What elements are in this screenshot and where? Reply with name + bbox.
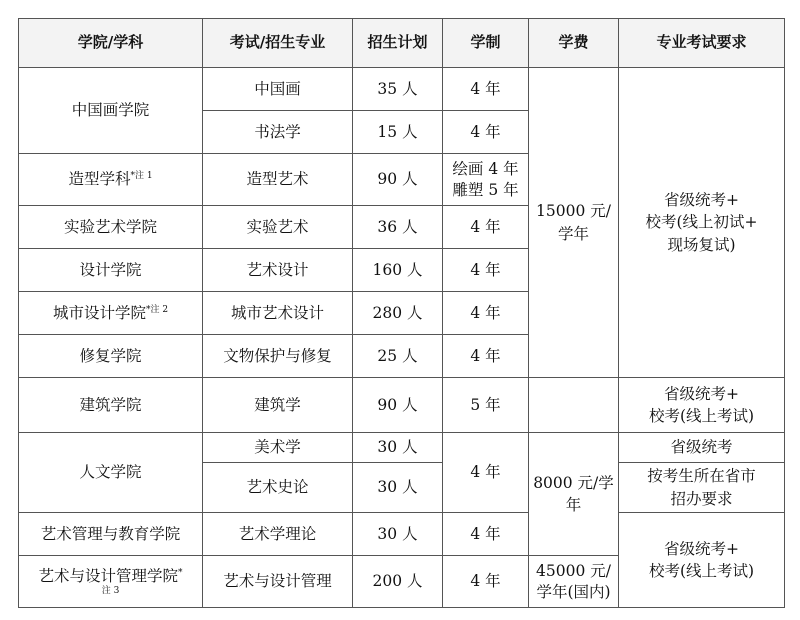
- requirement-cell: 省级统考: [619, 433, 785, 463]
- major-cell: 艺术设计: [203, 249, 353, 292]
- table-row: [19, 68, 785, 111]
- plan-cell: 30 人: [353, 513, 443, 556]
- plan-cell: 36 人: [353, 206, 443, 249]
- years-cell: 4 年: [443, 335, 529, 378]
- years-cell: 4 年: [443, 513, 529, 556]
- table-header-row: [19, 19, 785, 68]
- major-cell: 艺术学理论: [203, 513, 353, 556]
- fee-line: 8000 元/学: [533, 473, 614, 492]
- years-cell: 4 年: [443, 292, 529, 335]
- requirement-line: 省级统考+: [664, 539, 739, 558]
- major-cell: 文物保护与修复: [203, 335, 353, 378]
- major-cell: 造型艺术: [203, 154, 353, 206]
- school-name: 艺术与设计管理学院: [38, 567, 178, 586]
- school-name: 造型学科: [68, 170, 131, 189]
- school-cell: 设计学院: [19, 249, 203, 292]
- years-cell: 4 年: [443, 68, 529, 111]
- years-cell: 5 年: [443, 378, 529, 433]
- major-cell: 书法学: [203, 111, 353, 154]
- years-cell: 4 年: [443, 249, 529, 292]
- requirement-cell: [619, 68, 785, 378]
- years-cell: 4 年: [443, 111, 529, 154]
- school-cell: 中国画学院: [19, 68, 203, 154]
- plan-cell: 280 人: [353, 292, 443, 335]
- requirement-line: 招办要求: [670, 489, 733, 508]
- plan-cell: 25 人: [353, 335, 443, 378]
- footnote-marker: *: [178, 568, 183, 579]
- plan-cell: 35 人: [353, 68, 443, 111]
- requirement-line: 省级统考+: [664, 384, 739, 403]
- header-fee: 学费: [529, 19, 619, 68]
- table-row: [19, 513, 785, 556]
- major-cell: 艺术史论: [203, 463, 353, 513]
- requirement-line: 现场复试): [667, 235, 736, 254]
- years-cell: [443, 154, 529, 206]
- school-cell: 建筑学院: [19, 378, 203, 433]
- plan-cell: 90 人: [353, 154, 443, 206]
- school-name: 城市设计学院: [52, 303, 146, 322]
- fee-cell-empty: [529, 378, 619, 433]
- requirement-line: 省级统考+: [664, 190, 739, 209]
- fee-line: 15000 元/: [536, 202, 611, 221]
- requirement-line: 校考(线上考试): [648, 407, 755, 425]
- major-cell: 中国画: [203, 68, 353, 111]
- header-school: 学院/学科: [19, 19, 203, 68]
- school-cell: [19, 292, 203, 335]
- school-cell: [19, 556, 203, 608]
- major-cell: 实验艺术: [203, 206, 353, 249]
- school-cell: 人文学院: [19, 433, 203, 513]
- plan-cell: 160 人: [353, 249, 443, 292]
- requirement-cell: [619, 378, 785, 433]
- fee-cell: [529, 556, 619, 608]
- fee-cell: [529, 433, 619, 556]
- header-major: 考试/招生专业: [203, 19, 353, 68]
- years-cell: 4 年: [443, 206, 529, 249]
- requirement-cell: [619, 463, 785, 513]
- years-cell: 4 年: [443, 556, 529, 608]
- years-cell: 4 年: [443, 433, 529, 513]
- school-cell: 艺术管理与教育学院: [19, 513, 203, 556]
- header-years: 学制: [443, 19, 529, 68]
- plan-cell: 15 人: [353, 111, 443, 154]
- requirement-line: 校考(线上考试): [648, 562, 755, 580]
- admission-plan-table: [18, 18, 785, 608]
- plan-cell: 200 人: [353, 556, 443, 608]
- major-cell: 美术学: [203, 433, 353, 463]
- requirement-cell: [619, 513, 785, 608]
- table-row: [19, 433, 785, 463]
- header-plan: 招生计划: [353, 19, 443, 68]
- school-cell: [19, 154, 203, 206]
- fee-cell: [529, 68, 619, 378]
- years-line: 绘画 4 年: [452, 160, 519, 179]
- years-line: 雕塑 5 年: [452, 180, 519, 199]
- fee-line: 45000 元/: [536, 562, 611, 581]
- fee-line: 学年: [557, 224, 589, 243]
- footnote-label: 注 3: [101, 585, 120, 596]
- admission-table-container: [18, 18, 785, 608]
- fee-line: 学年(国内): [536, 582, 611, 601]
- plan-cell: 90 人: [353, 378, 443, 433]
- header-requirement: 专业考试要求: [619, 19, 785, 68]
- footnote-marker: *注 2: [145, 304, 169, 315]
- plan-cell: 30 人: [353, 463, 443, 513]
- requirement-line: 按考生所在省市: [647, 467, 756, 486]
- major-cell: 建筑学: [203, 378, 353, 433]
- footnote-marker: *注 1: [130, 171, 153, 182]
- major-cell: 城市艺术设计: [203, 292, 353, 335]
- school-cell: 修复学院: [19, 335, 203, 378]
- major-cell: 艺术与设计管理: [203, 556, 353, 608]
- requirement-line: 校考(线上初试+: [645, 213, 758, 232]
- school-cell: 实验艺术学院: [19, 206, 203, 249]
- fee-line: 年: [565, 496, 582, 514]
- table-row: [19, 378, 785, 433]
- plan-cell: 30 人: [353, 433, 443, 463]
